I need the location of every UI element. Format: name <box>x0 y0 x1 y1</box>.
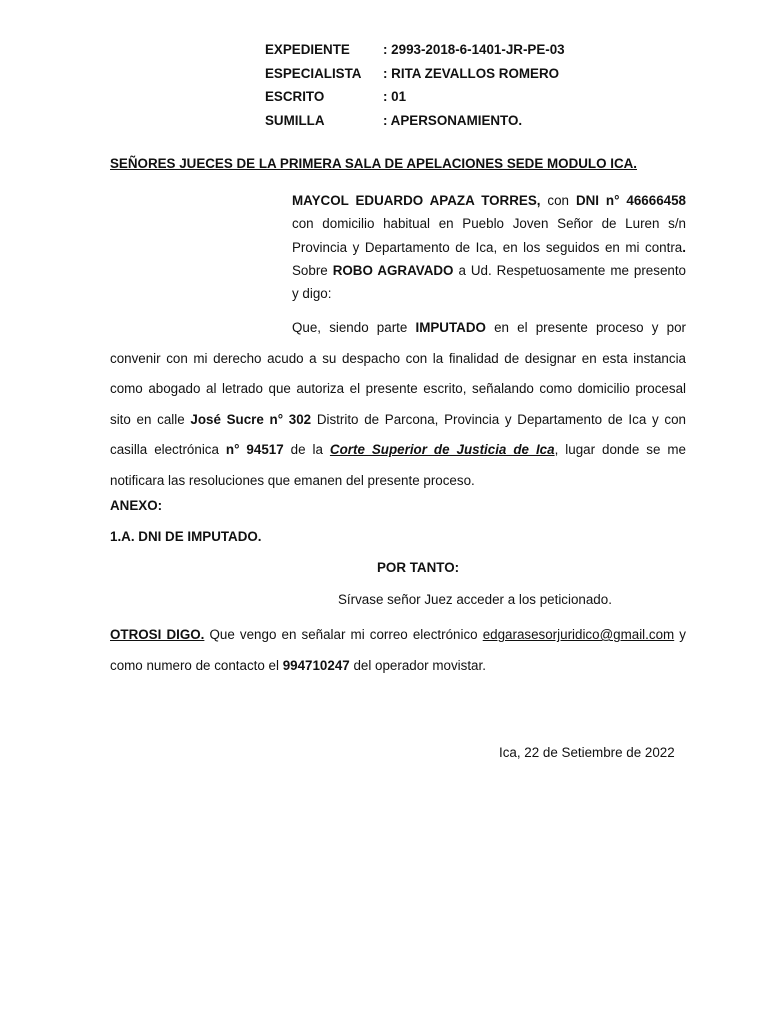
body-text: Distrito de Parcona, Provincia y Departamento de Ica y con casilla electrónica <box>110 411 686 457</box>
case-header <box>265 41 565 135</box>
header-row-expediente <box>265 41 565 65</box>
court-name: Corte Superior de Justicia de Ica <box>329 442 555 457</box>
crime-name: ROBO AGRAVADO <box>332 262 454 278</box>
casilla-number: n° 94517 <box>225 442 284 457</box>
procedural-role: IMPUTADO <box>415 320 486 335</box>
body-text: de la <box>283 442 330 457</box>
header-row-especialista <box>265 65 565 89</box>
anexo-title: ANEXO: <box>110 498 163 513</box>
header-label: ESPECIALISTA <box>265 65 362 81</box>
intro-text: a Ud. Respetuosamente me presento y digo: <box>292 262 687 302</box>
header-value: : 2993-2018-6-1401-JR-PE-03 <box>383 42 565 57</box>
otrosi-text: y como numero de contacto el <box>110 627 686 673</box>
header-row-escrito <box>265 88 565 112</box>
intro-text: Sobre <box>292 262 333 278</box>
intro-paragraph <box>292 189 686 305</box>
anexo-item: 1.A. DNI DE IMPUTADO. <box>110 529 262 544</box>
body-text: Que, siendo parte <box>292 320 416 335</box>
dni-number: DNI n° 46666458 <box>575 193 686 208</box>
petitioner-name: MAYCOL EDUARDO APAZA TORRES, <box>292 193 541 208</box>
street-address: José Sucre n° 302 <box>190 411 312 427</box>
otrosi-text: Que vengo en señalar mi correo electrónico <box>204 627 483 642</box>
otrosi-paragraph <box>110 620 686 681</box>
otrosi-label: OTROSI DIGO. <box>110 627 205 642</box>
header-label: EXPEDIENTE <box>265 42 350 57</box>
intro-text: con domicilio habitual en Pueblo Joven Señor de Luren s/n Provincia y Departamento de Ica, en los seguidos en mi contra <box>292 216 686 255</box>
header-label: ESCRITO <box>265 89 325 104</box>
otrosi-text: del operador movistar. <box>349 657 486 673</box>
header-value: : APERSONAMIENTO. <box>383 112 523 128</box>
body-text: , lugar donde se me notificara las resoluciones que emanen del presente proceso. <box>110 442 686 488</box>
email-address: edgarasesorjuridico@gmail.com <box>482 627 675 642</box>
header-value: : 01 <box>383 89 407 104</box>
date-line: Ica, 22 de Setiembre de 2022 <box>499 745 675 760</box>
intro-period: . <box>682 239 686 255</box>
request-line: Sírvase señor Juez acceder a los peticionado. <box>338 592 612 607</box>
intro-text: con <box>540 193 576 208</box>
phone-number: 994710247 <box>282 657 350 673</box>
por-tanto-heading: POR TANTO: <box>377 560 460 575</box>
body-paragraph <box>110 313 686 496</box>
header-label: SUMILLA <box>265 112 325 128</box>
body-text: en el presente proceso y por convenir con mi derecho acudo a su despacho con la finalidad de designar en esta instancia como abogado al letrado que autoriza el presente escrito, señalando como domicilio procesal sito en calle <box>110 320 686 427</box>
court-address: SEÑORES JUECES DE LA PRIMERA SALA DE APELACIONES SEDE MODULO ICA. <box>110 156 638 171</box>
header-value: : RITA ZEVALLOS ROMERO <box>383 65 560 81</box>
header-row-sumilla <box>265 112 565 136</box>
